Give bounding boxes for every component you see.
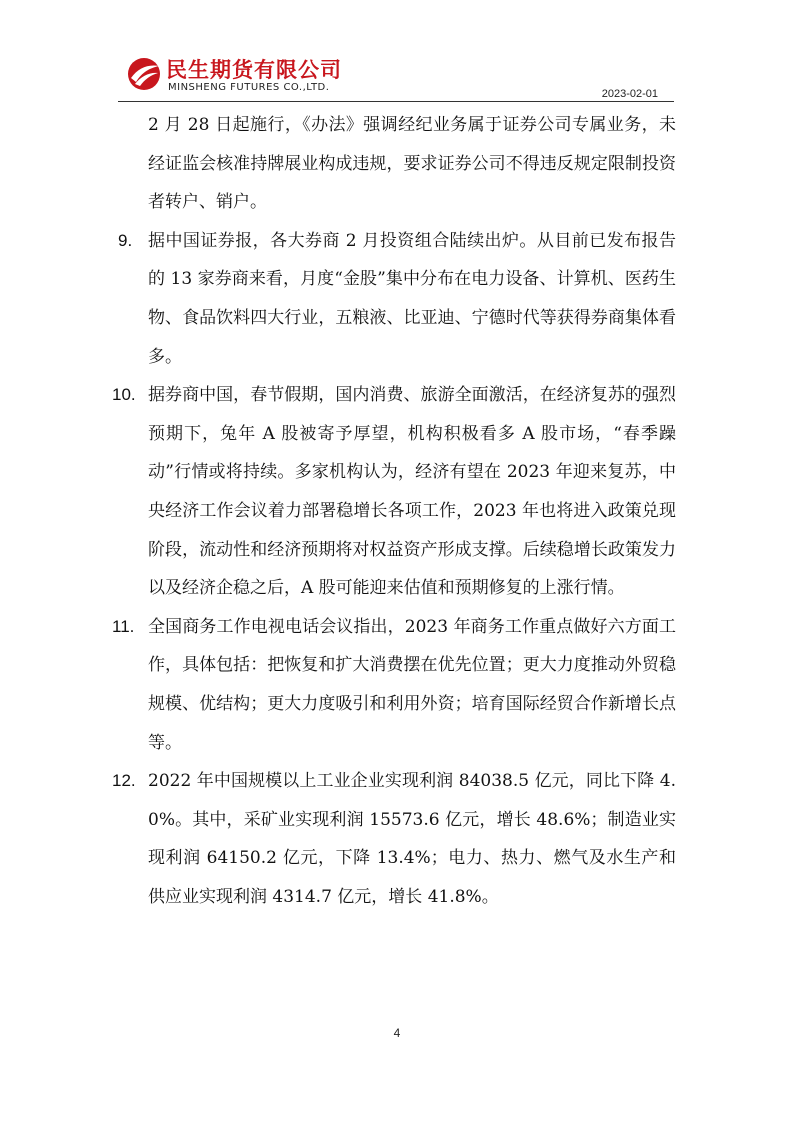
- header-divider: [118, 101, 674, 102]
- item-text: 2 月 28 日起施行，《办法》强调经纪业务属于证券公司专属业务，未经证监会核准持牌展业构成违规，要求证券公司不得违反规定限制投资者转户、销户。: [148, 115, 676, 213]
- item-number: 9.: [118, 230, 133, 250]
- news-list: [112, 106, 676, 916]
- company-name-en: MINSHENG FUTURES CO.,LTD.: [168, 82, 330, 93]
- item-number: 12.: [112, 771, 136, 791]
- page-header: [118, 50, 674, 102]
- item-text: 据中国证券报，各大券商 2 月投资组合陆续出炉。从目前已发布报告的 13 家券商来看，月度“金股”集中分布在电力设备、计算机、医药生物、食品饮料四大行业，五粮液、比亚迪、宁德时代等获得券商集体看多。: [148, 230, 676, 367]
- list-item: [112, 376, 676, 608]
- page-number: 4: [393, 1026, 401, 1040]
- company-logo-icon: [126, 56, 162, 92]
- item-text: 据券商中国，春节假期，国内消费、旅游全面激活，在经济复苏的强烈预期下，兔年 A 股被寄予厚望，机构积极看多 A 股市场，“春季躁动”行情或将持续。多家机构认为，经济有望在 2023 年迎来复苏，中央经济工作会议着力部署稳增长各项工作，2023 年也将进入政策兑现阶段，流动性和经济预期将对权益资产形成支撑。后续稳增长政策发力以及经济企稳之后，A 股可能迎来估值和预期修复的上涨行情。: [148, 385, 676, 599]
- item-text: 2022 年中国规模以上工业企业实现利润 84038.5 亿元，同比下降 4.0%。其中，采矿业实现利润 15573.6 亿元，增长 48.6%；制造业实现利润 64150.2 亿元，下降 13.4%；电力、热力、燃气及水生产和供应业实现利润 4314.7 亿元，增长 41.8%。: [148, 771, 676, 907]
- list-item: [118, 106, 676, 222]
- item-text: 全国商务工作电视电话会议指出，2023 年商务工作重点做好六方面工作，具体包括：把恢复和扩大消费摆在优先位置；更大力度推动外贸稳规模、优结构；更大力度吸引和利用外资；培育国际经贸合作新增长点等。: [148, 616, 676, 753]
- report-date: 2023-02-01: [601, 88, 658, 100]
- item-number: 11.: [112, 616, 135, 636]
- list-item: [118, 222, 676, 376]
- list-item: [112, 762, 676, 916]
- company-name-cn: 民生期货有限公司: [166, 58, 342, 82]
- item-number: 10.: [112, 385, 136, 405]
- list-item: [112, 608, 676, 762]
